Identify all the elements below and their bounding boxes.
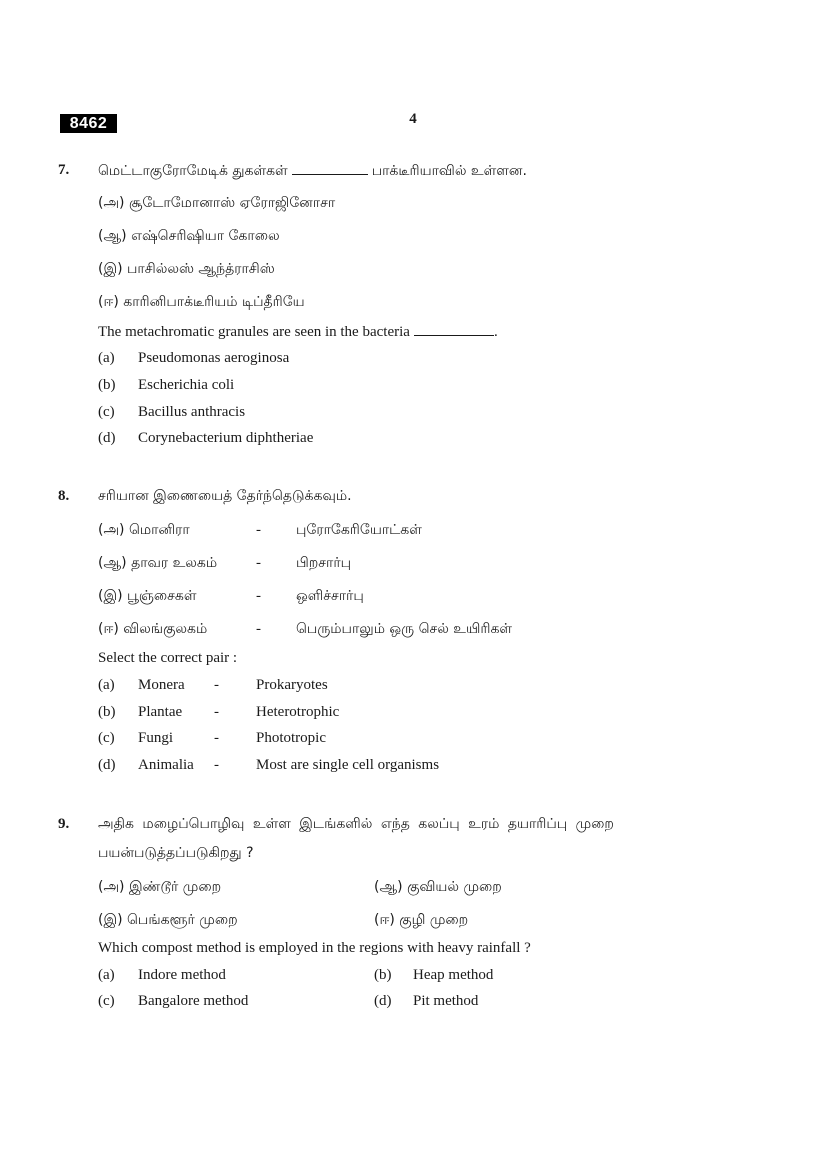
question-7-tamil-option-a: (அ) சூடோமோனாஸ் ஏரோஜினோசா (98, 195, 336, 211)
booklet-code: 8462 (60, 114, 117, 133)
question-9-option-a-text: Indore method (138, 967, 226, 983)
dash: - (256, 588, 261, 604)
question-8-english-stem: Select the correct pair : (98, 650, 238, 666)
question-7-tamil-option-b: (ஆ) எஷ்செரிஷியா கோலை (98, 228, 280, 244)
question-9-option-a-label: (a) (98, 967, 115, 983)
question-7-english-stem: The metachromatic granules are seen in the bacteria . (98, 321, 498, 342)
dash: - (256, 522, 261, 538)
question-7-option-a-text: Pseudomonas aeroginosa (138, 350, 290, 366)
question-8-option-b-left: Plantae (138, 704, 183, 720)
question-7-option-c-text: Bacillus anthracis (138, 404, 246, 420)
dash: - (256, 621, 261, 637)
question-9-english-stem: Which compost method is employed in the regions with heavy rainfall ? (98, 940, 531, 956)
question-8-option-d-left: Animalia (138, 757, 194, 773)
question-8-tamil-option-c-left: (இ) பூஞ்சைகள் (98, 588, 197, 604)
question-7-number: 7. (58, 162, 70, 178)
dash: - (214, 757, 219, 773)
question-7-option-d-label: (d) (98, 430, 116, 446)
question-7-option-d-text: Corynebacterium diphtheriae (138, 430, 314, 446)
question-8-option-b-label: (b) (98, 704, 116, 720)
question-9-tamil-stem-line-2: பயன்படுத்தப்படுகிறது ? (98, 845, 254, 861)
question-8-tamil-stem: சரியான இணையைத் தேர்ந்தெடுக்கவும். (98, 488, 352, 504)
question-8-tamil-option-b-right: பிறசார்பு (296, 555, 352, 571)
answer-blank (292, 160, 368, 175)
question-7-option-c-label: (c) (98, 404, 115, 420)
question-9-tamil-option-b: (ஆ) குவியல் முறை (374, 879, 502, 895)
dash: - (214, 730, 219, 746)
question-8-number: 8. (58, 488, 70, 504)
dash: - (214, 704, 219, 720)
question-7-option-b-text: Escherichia coli (138, 377, 235, 393)
question-8-tamil-option-b-left: (ஆ) தாவர உலகம் (98, 555, 218, 571)
question-9-option-c-text: Bangalore method (138, 993, 249, 1009)
question-8-option-a-label: (a) (98, 677, 115, 693)
question-9-number: 9. (58, 816, 70, 832)
page-number: 4 (409, 111, 417, 127)
question-7-tamil-option-c: (இ) பாசில்லஸ் ஆந்த்ராசிஸ் (98, 261, 275, 277)
dash: - (214, 677, 219, 693)
question-9-option-d-label: (d) (374, 993, 392, 1009)
question-9-option-b-label: (b) (374, 967, 392, 983)
question-9-tamil-option-d: (ஈ) குழி முறை (374, 912, 469, 928)
question-8-option-c-right: Phototropic (256, 730, 326, 746)
question-8-option-c-left: Fungi (138, 730, 174, 746)
question-8-tamil-option-d-right: பெரும்பாலும் ஒரு செல் உயிரிகள் (296, 621, 513, 637)
answer-blank (414, 321, 494, 336)
question-8-option-c-label: (c) (98, 730, 115, 746)
question-8-tamil-option-a-right: புரோகேரியோட்கள் (296, 522, 422, 538)
question-8-option-d-right: Most are single cell organisms (256, 757, 440, 773)
question-8-tamil-option-a-left: (அ) மொனிரா (98, 522, 190, 538)
question-8-option-a-right: Prokaryotes (256, 677, 328, 693)
question-7-tamil-option-d: (ஈ) காரினிபாக்டீரியம் டிப்தீரியே (98, 294, 305, 310)
question-9-tamil-option-a: (அ) இண்டூர் முறை (98, 879, 222, 895)
question-7-tamil-stem: மெட்டாகுரோமேடிக் துகள்கள் பாக்டீரியாவில் உள்ளன. (98, 160, 527, 181)
question-8-tamil-option-c-right: ஒளிச்சார்பு (296, 588, 364, 604)
question-9-option-d-text: Pit method (413, 993, 479, 1009)
question-8-option-b-right: Heterotrophic (256, 704, 340, 720)
question-8-tamil-option-d-left: (ஈ) விலங்குலகம் (98, 621, 208, 637)
question-7-option-b-label: (b) (98, 377, 116, 393)
question-8-option-d-label: (d) (98, 757, 116, 773)
question-7-option-a-label: (a) (98, 350, 115, 366)
question-8-option-a-left: Monera (138, 677, 185, 693)
question-9-tamil-stem-line-1: அதிக மழைப்பொழிவு உள்ள இடங்களில் எந்த கலப்பு உரம் தயாரிப்பு முறை (98, 816, 614, 832)
question-9-option-b-text: Heap method (413, 967, 494, 983)
question-9-tamil-option-c: (இ) பெங்களூர் முறை (98, 912, 238, 928)
question-9-option-c-label: (c) (98, 993, 115, 1009)
dash: - (256, 555, 261, 571)
